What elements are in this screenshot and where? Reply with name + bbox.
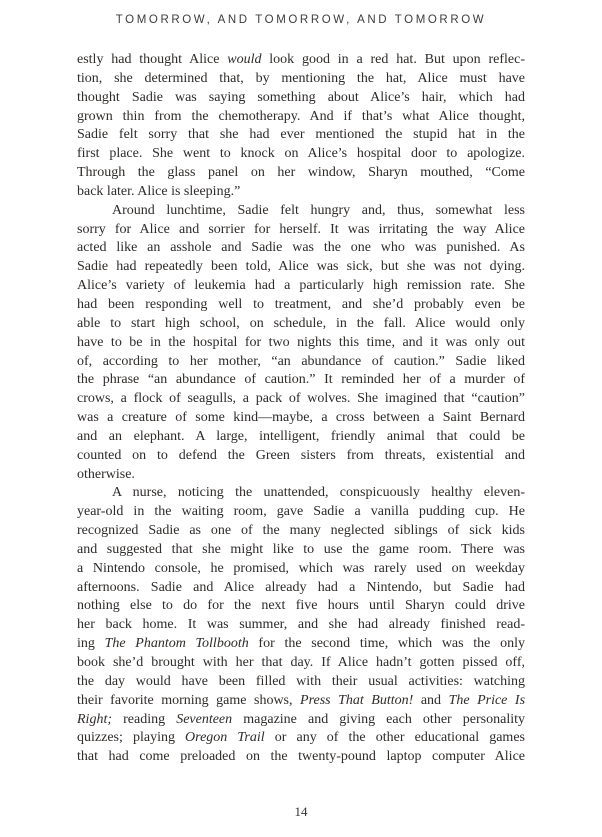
text-line xyxy=(77,371,525,390)
text-segment: that had come preloaded on the twenty-pound laptop computer Alice xyxy=(77,749,525,765)
text-line xyxy=(77,673,525,692)
text-segment: of, according to her mother, “an abundance of caution.” Sadie liked xyxy=(77,353,525,369)
text-segment: otherwise. xyxy=(77,466,135,482)
text-line xyxy=(77,748,525,767)
italic-text-segment: The Phantom Tollbooth xyxy=(104,636,249,652)
text-segment: recognized Sadie as one of the many neglected siblings of sick kids xyxy=(77,523,525,539)
text-line xyxy=(77,315,525,334)
text-segment: back later. Alice is sleeping.” xyxy=(77,183,241,199)
text-line xyxy=(77,579,525,598)
text-line xyxy=(77,597,525,616)
text-segment: acted like an asshole and Sadie was the one who was punished. As xyxy=(77,240,525,256)
text-line xyxy=(77,711,525,730)
text-line xyxy=(77,145,525,164)
text-line xyxy=(77,447,525,466)
text-segment: a Nintendo console, he promised, which was rarely used on weekday xyxy=(77,560,525,576)
text-line xyxy=(77,51,525,70)
text-segment: her back home. It was summer, and she had already finished read- xyxy=(77,617,525,633)
italic-text-segment: would xyxy=(227,52,262,67)
text-block xyxy=(77,51,525,767)
italic-text-segment: Right; xyxy=(77,711,112,727)
text-line xyxy=(77,258,525,277)
text-segment: for the second time, which was the only xyxy=(248,636,525,652)
text-line xyxy=(77,239,525,258)
text-segment: reading xyxy=(112,711,177,727)
text-segment: book she’d brought with her that day. If Alice hadn’t gotten pissed off, xyxy=(77,655,525,670)
text-line xyxy=(77,635,525,654)
italic-text-segment: Press That Button! xyxy=(300,692,414,708)
text-segment: was a creature of some kind—maybe, a cross between a Saint Bernard xyxy=(77,410,525,426)
text-line xyxy=(77,484,525,503)
text-segment: able to start high school, on schedule, in the fall. Alice would only xyxy=(77,315,525,331)
text-line xyxy=(77,409,525,428)
text-segment: or any of the other educational games xyxy=(264,730,525,746)
text-line xyxy=(77,541,525,560)
running-head: TOMORROW, AND TOMORROW, AND TOMORROW xyxy=(115,14,487,26)
text-segment: estly had thought Alice xyxy=(77,52,228,67)
text-segment: ing xyxy=(77,636,105,652)
text-segment: grown thin from the chemotherapy. And if that’s what Alice thought, xyxy=(77,108,525,124)
text-segment: sorry for Alice and sorrier for herself. It was irritating the way Alice xyxy=(77,221,525,237)
text-segment: the phrase “an abundance of caution.” It reminded her of a murder of xyxy=(77,372,525,388)
text-segment: the day would have been filled with their usual activities: watching xyxy=(77,673,525,689)
text-line xyxy=(77,183,525,202)
text-segment: Sadie had repeatedly been told, Alice was sick, but she was not dying. xyxy=(77,259,525,275)
text-segment: crows, a flock of seagulls, a pack of wolves. She imagined that “caution” xyxy=(77,391,525,407)
text-line xyxy=(77,616,525,635)
text-segment: and xyxy=(413,692,449,708)
text-line xyxy=(77,70,525,89)
text-segment: nothing else to do for the next five hours until Sharyn could drive xyxy=(77,598,525,614)
text-segment: Around lunchtime, Sadie felt hungry and, thus, somewhat less xyxy=(112,202,525,218)
text-line xyxy=(77,654,525,673)
italic-text-segment: Oregon Trail xyxy=(185,730,265,746)
page-number: 14 xyxy=(294,804,308,819)
text-line xyxy=(77,202,525,221)
text-line xyxy=(77,277,525,296)
text-segment: Alice’s variety of leukemia had a particularly high remission rate. She xyxy=(77,278,525,294)
text-segment: Sadie felt sorry that she had ever mentioned the stupid hat in the xyxy=(77,127,525,143)
italic-text-segment: The Price Is xyxy=(448,692,525,708)
text-line xyxy=(77,692,525,711)
text-segment: look good in a red hat. But upon reflec- xyxy=(261,52,525,67)
text-segment: have to be in the hospital for two nights this time, and it was only out xyxy=(77,334,525,350)
text-line xyxy=(77,428,525,447)
text-line xyxy=(77,296,525,315)
text-line xyxy=(77,560,525,579)
text-line xyxy=(77,89,525,108)
text-segment: magazine and giving each other personality xyxy=(232,711,525,727)
text-segment: Through the glass panel on her window, Sharyn mouthed, “Come xyxy=(77,165,525,181)
text-line xyxy=(77,729,525,748)
text-line xyxy=(77,522,525,541)
text-segment: year-old in the waiting room, gave Sadie a vanilla pudding cup. He xyxy=(77,504,525,520)
text-segment: thought Sadie was saying something about Alice’s hair, which had xyxy=(77,89,525,105)
text-line xyxy=(77,164,525,183)
text-line xyxy=(77,221,525,240)
text-segment: first place. She went to knock on Alice’s hospital door to apologize. xyxy=(77,146,525,162)
text-line xyxy=(77,390,525,409)
text-segment: tion, she determined that, by mentioning the hat, Alice must have xyxy=(77,70,525,86)
text-segment: and an elephant. A large, intelligent, friendly animal that could be xyxy=(77,428,525,444)
text-segment: their favorite morning game shows, xyxy=(77,692,301,708)
text-segment: quizzes; playing xyxy=(77,730,186,746)
text-line xyxy=(77,334,525,353)
text-line xyxy=(77,108,525,127)
text-segment: A nurse, noticing the unattended, conspicuously healthy eleven- xyxy=(112,485,525,501)
text-line xyxy=(77,466,525,485)
text-segment: counted on to defend the Green sisters from threats, existential and xyxy=(77,447,525,463)
text-line xyxy=(77,353,525,372)
text-line xyxy=(77,126,525,145)
text-segment: had been responding well to treatment, and she’d probably even be xyxy=(77,296,525,312)
text-line xyxy=(77,503,525,522)
italic-text-segment: Seventeen xyxy=(176,711,233,727)
text-segment: afternoons. Sadie and Alice already had a Nintendo, but Sadie had xyxy=(77,579,525,595)
text-segment: and suggested that she might like to use the game room. There was xyxy=(77,541,525,557)
